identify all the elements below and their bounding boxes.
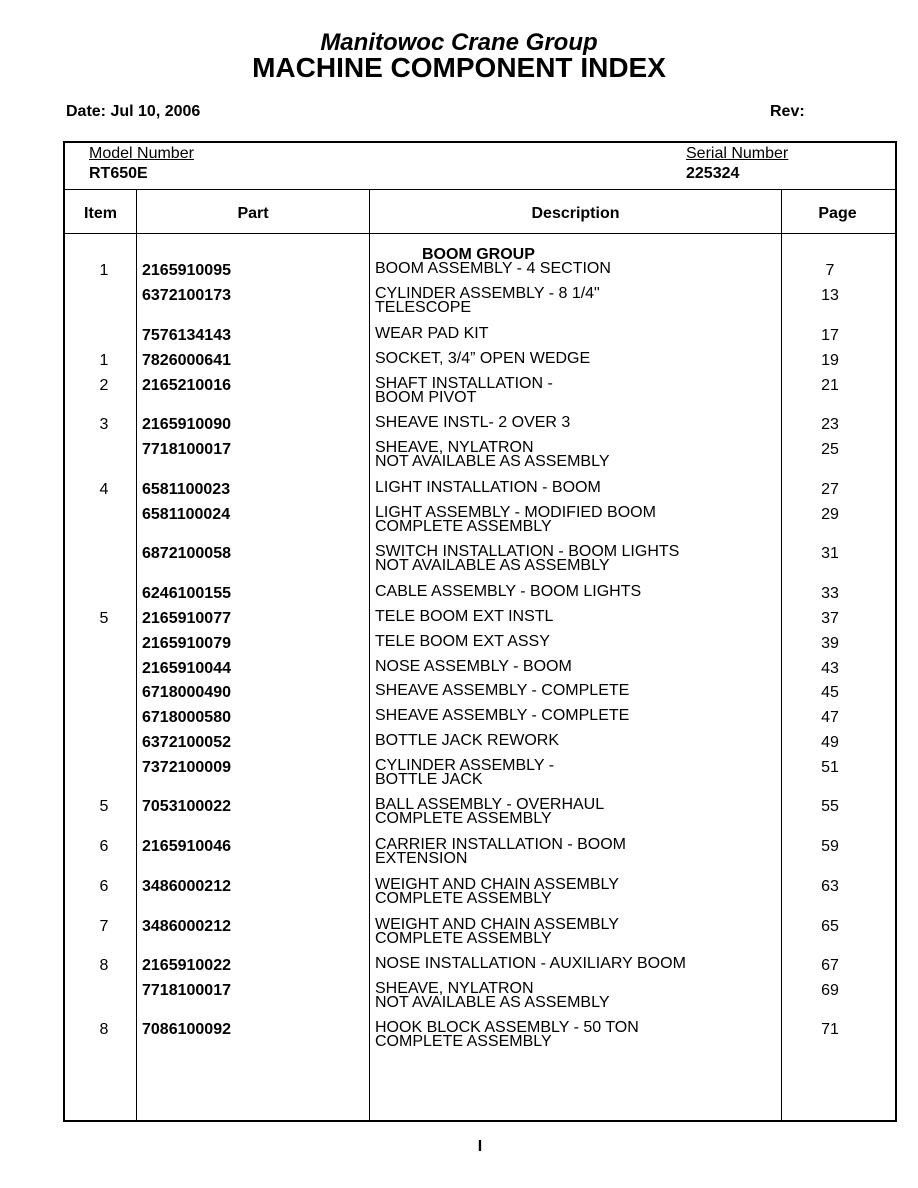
page-reference: 29 xyxy=(821,506,839,523)
part-description xyxy=(375,982,775,1010)
part-number: 2165910090 xyxy=(142,416,231,433)
description-line: CARRIER INSTALLATION - BOOM xyxy=(375,836,626,853)
revision-label: Rev: xyxy=(770,103,805,120)
page-reference: 43 xyxy=(821,660,839,677)
part-description xyxy=(375,327,775,341)
part-number: 2165910044 xyxy=(142,660,231,677)
description-line-2: COMPLETE ASSEMBLY xyxy=(375,930,552,947)
part-description xyxy=(375,660,775,674)
description-line-2: COMPLETE ASSEMBLY xyxy=(375,1033,552,1050)
page-reference: 71 xyxy=(821,1021,839,1038)
page-reference: 69 xyxy=(821,982,839,999)
page-reference: 7 xyxy=(825,262,835,279)
page-reference: 25 xyxy=(821,441,839,458)
part-description xyxy=(375,709,775,723)
description-line: CYLINDER ASSEMBLY - 8 1/4" xyxy=(375,285,600,302)
item-number: 7 xyxy=(99,918,109,935)
item-number: 8 xyxy=(99,1021,109,1038)
column-header-description: Description xyxy=(531,205,620,222)
description-line: WEIGHT AND CHAIN ASSEMBLY xyxy=(375,916,619,933)
part-description xyxy=(375,635,775,649)
description-line: SHEAVE INSTL- 2 OVER 3 xyxy=(375,414,571,431)
description-line: BOTTLE JACK REWORK xyxy=(375,732,560,749)
item-number: 2 xyxy=(99,377,109,394)
description-line: SHEAVE, NYLATRON xyxy=(375,439,534,456)
part-number: 2165910046 xyxy=(142,838,231,855)
part-number: 2165910077 xyxy=(142,610,231,627)
part-number: 2165910079 xyxy=(142,635,231,652)
page-reference: 45 xyxy=(821,684,839,701)
page-reference: 65 xyxy=(821,918,839,935)
description-line-2: NOT AVAILABLE AS ASSEMBLY xyxy=(375,453,610,470)
description-line: WEAR PAD KIT xyxy=(375,325,489,342)
description-line: SWITCH INSTALLATION - BOOM LIGHTS xyxy=(375,543,680,560)
part-description xyxy=(375,416,775,430)
description-line-2: EXTENSION xyxy=(375,850,468,867)
part-number: 7718100017 xyxy=(142,982,231,999)
description-line: SHAFT INSTALLATION - xyxy=(375,375,553,392)
description-line: NOSE ASSEMBLY - BOOM xyxy=(375,658,572,675)
description-line: SHEAVE, NYLATRON xyxy=(375,980,534,997)
part-number: 6872100058 xyxy=(142,545,231,562)
page-reference: 51 xyxy=(821,759,839,776)
page-reference: 39 xyxy=(821,635,839,652)
part-number: 7086100092 xyxy=(142,1021,231,1038)
part-description xyxy=(375,684,775,698)
serial-number-label: Serial Number xyxy=(686,145,789,162)
description-line: LIGHT INSTALLATION - BOOM xyxy=(375,479,601,496)
serial-number-value: 225324 xyxy=(686,165,740,182)
model-number-label: Model Number xyxy=(89,145,194,162)
part-number: 7372100009 xyxy=(142,759,231,776)
description-line-2: COMPLETE ASSEMBLY xyxy=(375,518,552,535)
part-number: 2165910095 xyxy=(142,262,231,279)
part-description xyxy=(375,262,775,276)
part-description xyxy=(375,759,775,787)
page-number: I xyxy=(477,1138,483,1155)
page-reference: 23 xyxy=(821,416,839,433)
group-title: BOOM GROUP xyxy=(422,246,535,263)
description-line-2: TELESCOPE xyxy=(375,299,472,316)
part-number: 2165910022 xyxy=(142,957,231,974)
part-number: 6372100052 xyxy=(142,734,231,751)
item-number: 1 xyxy=(99,262,109,279)
part-number: 7826000641 xyxy=(142,352,231,369)
part-number: 7053100022 xyxy=(142,798,231,815)
part-description xyxy=(375,352,775,366)
part-description xyxy=(375,441,775,469)
item-number: 1 xyxy=(99,352,109,369)
document-title: MACHINE COMPONENT INDEX xyxy=(252,52,666,83)
page-reference: 63 xyxy=(821,878,839,895)
page-reference: 33 xyxy=(821,585,839,602)
part-description xyxy=(375,377,775,405)
page-reference: 13 xyxy=(821,287,839,304)
model-number-value: RT650E xyxy=(89,165,148,182)
page-reference: 59 xyxy=(821,838,839,855)
page-reference: 17 xyxy=(821,327,839,344)
column-header-divider xyxy=(63,233,897,234)
description-line: CYLINDER ASSEMBLY - xyxy=(375,757,555,774)
description-line: BOOM ASSEMBLY - 4 SECTION xyxy=(375,260,611,277)
page-reference: 55 xyxy=(821,798,839,815)
part-number: 2165210016 xyxy=(142,377,231,394)
description-line: BALL ASSEMBLY - OVERHAUL xyxy=(375,796,605,813)
part-description xyxy=(375,918,775,946)
page-reference: 19 xyxy=(821,352,839,369)
page-reference: 49 xyxy=(821,734,839,751)
part-description xyxy=(375,798,775,826)
description-line-2: BOOM PIVOT xyxy=(375,389,477,406)
description-line-2: NOT AVAILABLE AS ASSEMBLY xyxy=(375,994,610,1011)
description-line: NOSE INSTALLATION - AUXILIARY BOOM xyxy=(375,955,686,972)
part-description xyxy=(375,610,775,624)
column-divider-item xyxy=(136,190,137,1120)
column-header-item: Item xyxy=(84,205,117,222)
item-number: 6 xyxy=(99,838,109,855)
item-number: 6 xyxy=(99,878,109,895)
description-line-2: COMPLETE ASSEMBLY xyxy=(375,890,552,907)
part-number: 3486000212 xyxy=(142,878,231,895)
item-number: 5 xyxy=(99,610,109,627)
part-description xyxy=(375,506,775,534)
page-reference: 31 xyxy=(821,545,839,562)
part-number: 6581100024 xyxy=(142,506,231,523)
header-divider xyxy=(63,189,897,190)
description-line: CABLE ASSEMBLY - BOOM LIGHTS xyxy=(375,583,642,600)
page-reference: 47 xyxy=(821,709,839,726)
part-number: 7576134143 xyxy=(142,327,231,344)
description-line-2: BOTTLE JACK xyxy=(375,771,483,788)
item-number: 8 xyxy=(99,957,109,974)
company-name: Manitowoc Crane Group xyxy=(320,29,598,56)
part-number: 3486000212 xyxy=(142,918,231,935)
description-line-2: COMPLETE ASSEMBLY xyxy=(375,810,552,827)
column-divider-description xyxy=(781,190,782,1120)
part-description xyxy=(375,481,775,495)
part-description xyxy=(375,585,775,599)
page-reference: 21 xyxy=(821,377,839,394)
description-line: LIGHT ASSEMBLY - MODIFIED BOOM xyxy=(375,504,656,521)
part-description xyxy=(375,545,775,573)
part-number: 6372100173 xyxy=(142,287,231,304)
page-reference: 27 xyxy=(821,481,839,498)
part-description xyxy=(375,878,775,906)
column-header-page: Page xyxy=(818,205,857,222)
item-number: 5 xyxy=(99,798,109,815)
description-line: TELE BOOM EXT ASSY xyxy=(375,633,550,650)
description-line: SHEAVE ASSEMBLY - COMPLETE xyxy=(375,682,630,699)
part-number: 6718000580 xyxy=(142,709,231,726)
page-reference: 67 xyxy=(821,957,839,974)
description-line: SHEAVE ASSEMBLY - COMPLETE xyxy=(375,707,630,724)
part-number: 6581100023 xyxy=(142,481,231,498)
description-line: SOCKET, 3/4” OPEN WEDGE xyxy=(375,350,591,367)
item-number: 3 xyxy=(99,416,109,433)
part-description xyxy=(375,1021,775,1049)
part-description xyxy=(375,734,775,748)
description-line: TELE BOOM EXT INSTL xyxy=(375,608,554,625)
part-description xyxy=(375,957,775,971)
page-reference: 37 xyxy=(821,610,839,627)
part-number: 7718100017 xyxy=(142,441,231,458)
column-header-part: Part xyxy=(237,205,269,222)
part-number: 6246100155 xyxy=(142,585,231,602)
description-line: WEIGHT AND CHAIN ASSEMBLY xyxy=(375,876,619,893)
item-number: 4 xyxy=(99,481,109,498)
date-label: Date: Jul 10, 2006 xyxy=(66,103,201,120)
description-line-2: NOT AVAILABLE AS ASSEMBLY xyxy=(375,557,610,574)
column-divider-part xyxy=(369,190,370,1120)
description-line: HOOK BLOCK ASSEMBLY - 50 TON xyxy=(375,1019,639,1036)
part-number: 6718000490 xyxy=(142,684,231,701)
part-description xyxy=(375,287,775,315)
part-description xyxy=(375,838,775,866)
